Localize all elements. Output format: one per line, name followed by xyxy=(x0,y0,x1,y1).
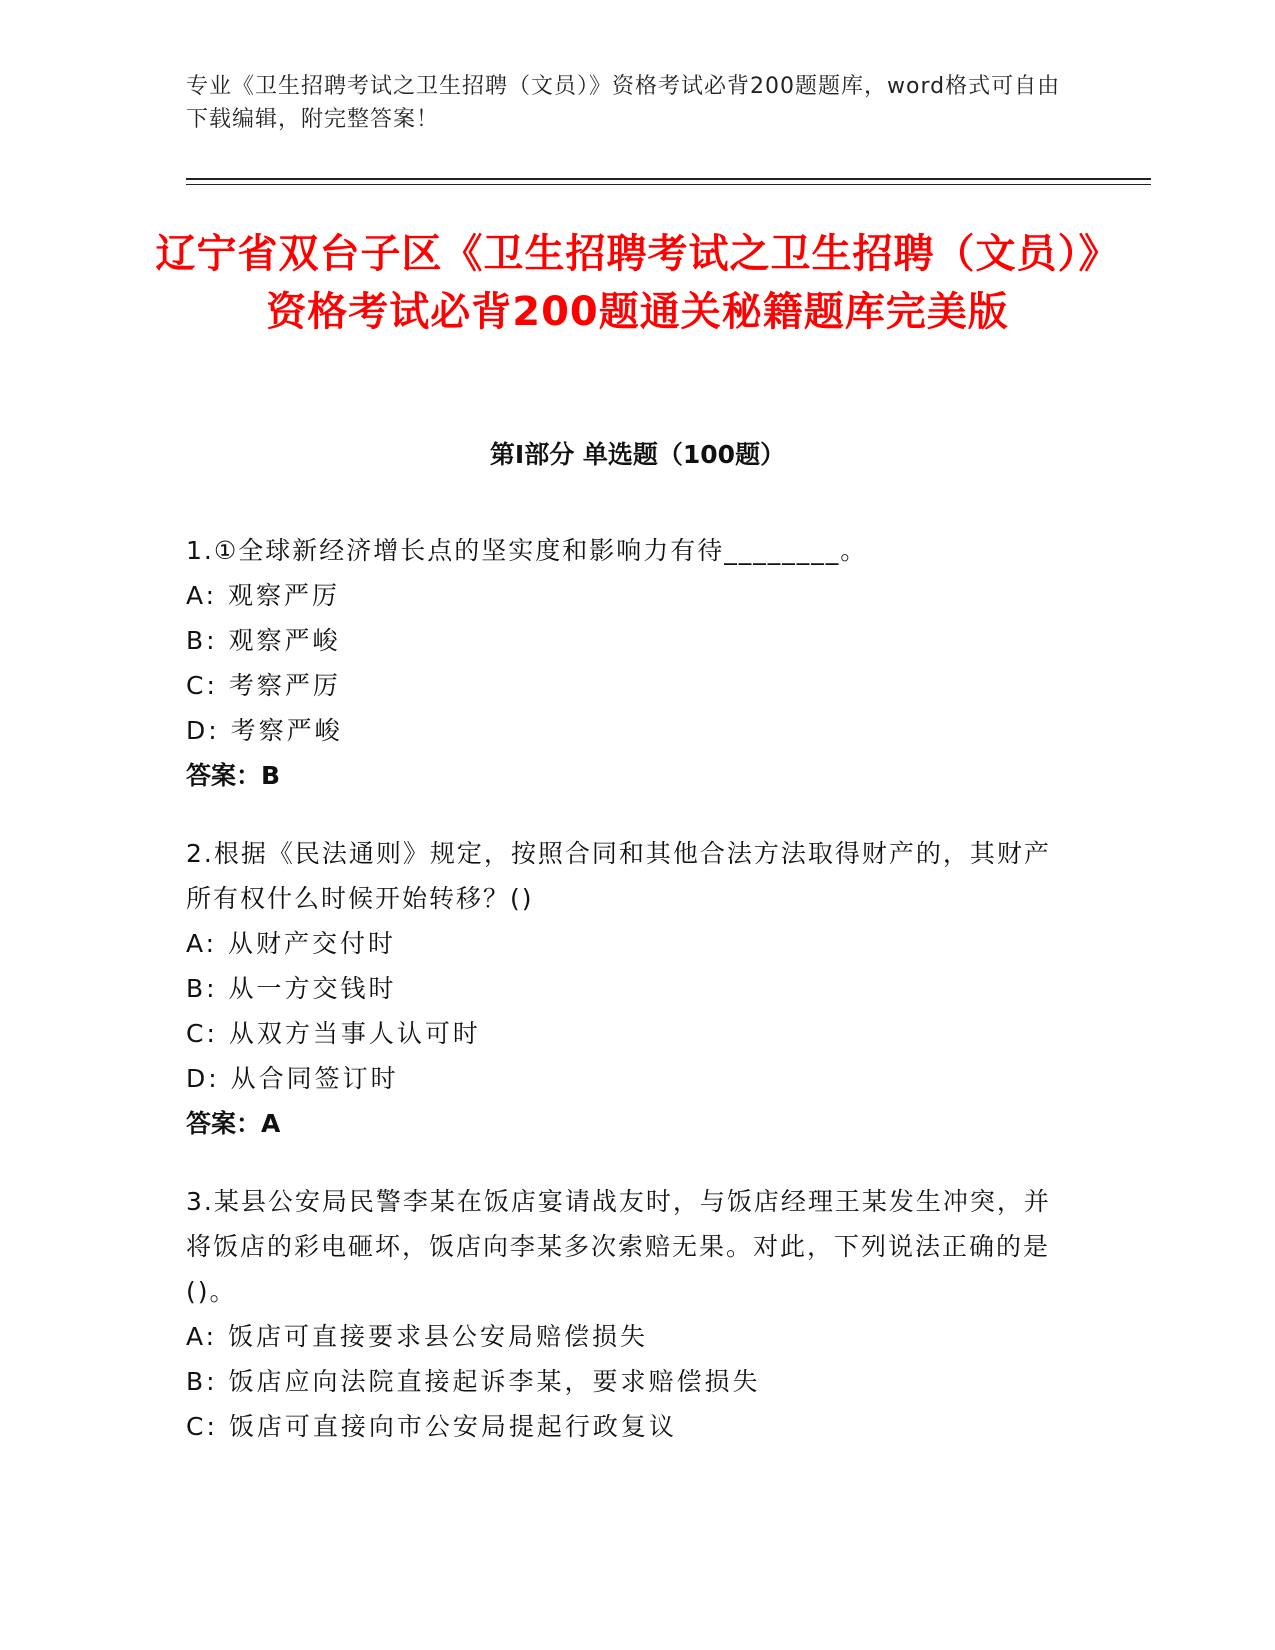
question-2 xyxy=(186,831,1066,1146)
document-title: 辽宁省双台子区《卫生招聘考试之卫生招聘（文员）》资格考试必背200题通关秘籍题库完美版 xyxy=(155,231,1120,335)
option-a: A: 从财产交付时 xyxy=(186,929,397,958)
question-stem: 1.①全球新经济增长点的坚实度和影响力有待________。 xyxy=(186,536,868,565)
option-c: C: 饭店可直接向市公安局提起行政复议 xyxy=(186,1412,677,1441)
option-d: D: 考察严峻 xyxy=(186,716,343,745)
question-stem: 3.某县公安局民警李某在饭店宴请战友时，与饭店经理王某发生冲突，并将饭店的彩电砸坏，饭店向李某多次索赔无果。对此，下列说法正确的是()。 xyxy=(186,1187,1051,1306)
question-3 xyxy=(186,1179,1066,1449)
header-divider-thick xyxy=(186,178,1151,180)
answer-label: 答案：A xyxy=(186,1109,281,1138)
question-stem: 2.根据《民法通则》规定，按照合同和其他合法方法取得财产的，其财产所有权什么时候开始转移？() xyxy=(186,839,1051,913)
header-divider-thin xyxy=(186,184,1151,185)
option-d: D: 从合同签订时 xyxy=(186,1064,399,1093)
option-a: A: 观察严厉 xyxy=(186,581,341,610)
header-note: 专业《卫生招聘考试之卫生招聘（文员）》资格考试必背200题题库，word格式可自由下载编辑，附完整答案！ xyxy=(186,74,1061,132)
question-list xyxy=(186,528,1066,1482)
section-heading: 第I部分 单选题（100题） xyxy=(489,440,786,469)
answer-label: 答案：B xyxy=(186,761,281,790)
option-b: B: 从一方交钱时 xyxy=(186,974,397,1003)
option-c: C: 从双方当事人认可时 xyxy=(186,1019,481,1048)
option-b: B: 观察严峻 xyxy=(186,626,341,655)
option-a: A: 饭店可直接要求县公安局赔偿损失 xyxy=(186,1322,649,1351)
option-c: C: 考察严厉 xyxy=(186,671,341,700)
question-1 xyxy=(186,528,1066,798)
option-b: B: 饭店应向法院直接起诉李某，要求赔偿损失 xyxy=(186,1367,761,1396)
